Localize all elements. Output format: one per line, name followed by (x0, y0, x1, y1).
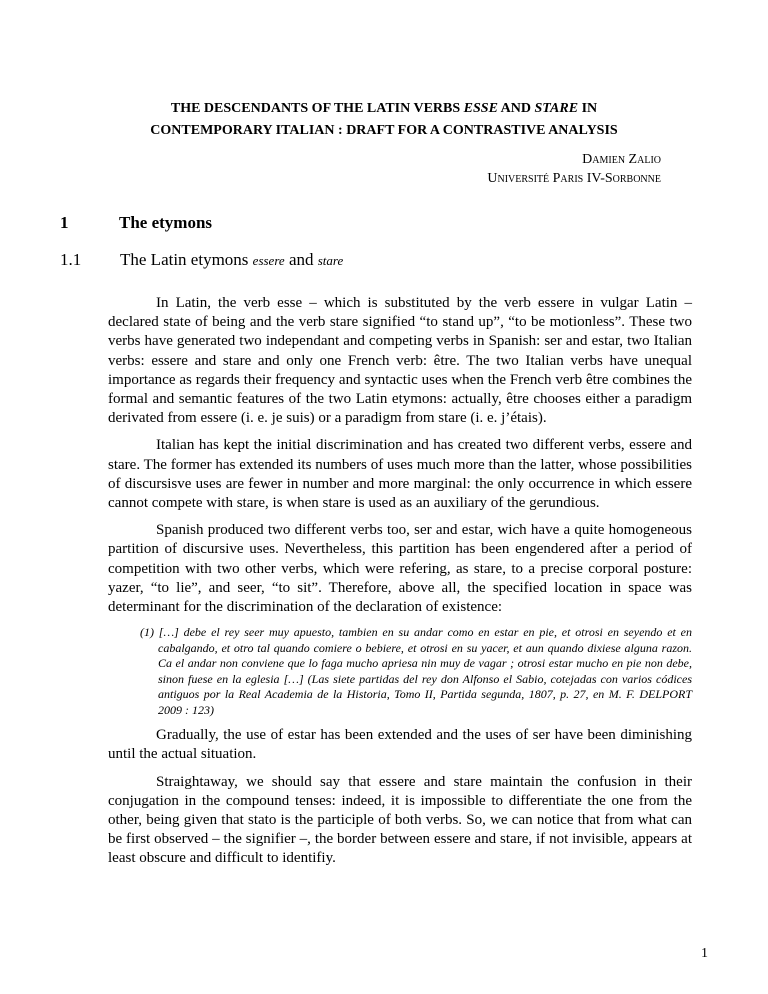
author-affiliation: Université Paris IV-Sorbonne (487, 171, 661, 186)
title-line-1: THE DESCENDANTS OF THE LATIN VERBS ESSE AND STARE IN (170, 101, 598, 116)
paragraph-3: Spanish produced two different verbs too, ser and estar, wich have a quite homogeneous partition of discursive uses. Nevertheless, this partition has been engendered after a period of competition with two other verbs, which were refering, as stare, to a precise corporal posture: yazer, “to lie”, and seer, “to sit”. Therefore, above all, the specified location in space was determinant for the discrimination of the declaration of existence: (108, 522, 692, 616)
paragraph-5: Straightaway, we should say that essere and stare maintain the confusion in their conjugation in the compound tenses: indeed, it is impossible to differentiate the one from the other, being given that stato is the participle of both verbs. So, we can notice that from what can be first observed – the signifier –, the border between essere and stare, if not invisible, appears at least obscure and difficult to identifiy. (108, 773, 692, 867)
subsection-heading-1-1: 1.1 The Latin etymons essere and stare (60, 250, 344, 269)
paragraph-2: Italian has kept the initial discrimination and has created two different verbs, essere and stare. The former has extended its numbers of uses much more than the latter, whose possibilities of discursisve uses are fewer in number and more marginal: the only occurrence in which essere cannot compete with stare, is when stare is used as an auxiliary of the gerundious. (108, 437, 692, 512)
section-number: 1 (60, 213, 69, 232)
paragraph-4: Gradually, the use of estar has been extended and the uses of ser have been diminishing until the actual situation. (108, 727, 692, 763)
example-quote: (1) […] debe el rey seer muy apuesto, tambien en su andar como en estar en pie, et otrosi en seyendo et en cabalgando, et otro tal quando comiere o bebiere, et otrosi en su yacer, et aun quando dixiese alguna razon. Ca el andar non conviene que lo faga mucho apriesa nin muy de vagar ; otrosi estar mucho en pie non debe, sinon fuese en la eglesia […] (Las siete partidas del rey don Alfonso el Sabio, cotejadas con varios códices antiguos por la Real Academia de la Historia, Tomo II, Partida segunda, 1807, p. 27, en M. F. DELPORT 2009 : 123) (140, 625, 692, 717)
author-block (487, 150, 661, 188)
paragraph-1: In Latin, the verb esse – which is substituted by the verb essere in vulgar Latin – declared state of being and the verb stare signified “to stand up”, “to be motionless”. These two verbs have generated two independant and competing verbs in Spanish: ser and estar, two Italian verbs: essere and stare and only one French verb: être. The two Italian verbs have unequal importance as regards their frequency and syntactic uses when the French verb être combines the formal and semantic features of the two Latin etymons: actually, être chooses either a paradigm derivated from essere (i. e. je suis) or a paradigm from stare (i. e. j’étais). (108, 295, 692, 427)
body-text (108, 294, 692, 877)
title-line-2: CONTEMPORARY ITALIAN : DRAFT FOR A CONTRASTIVE ANALYSIS (150, 123, 618, 138)
page-number: 1 (701, 946, 708, 961)
author-name: Damien Zalio (582, 152, 661, 167)
section-heading-1 (60, 213, 212, 233)
section-title: The etymons (119, 213, 213, 232)
subsection-number: 1.1 (60, 250, 82, 269)
paper-title (0, 98, 768, 142)
